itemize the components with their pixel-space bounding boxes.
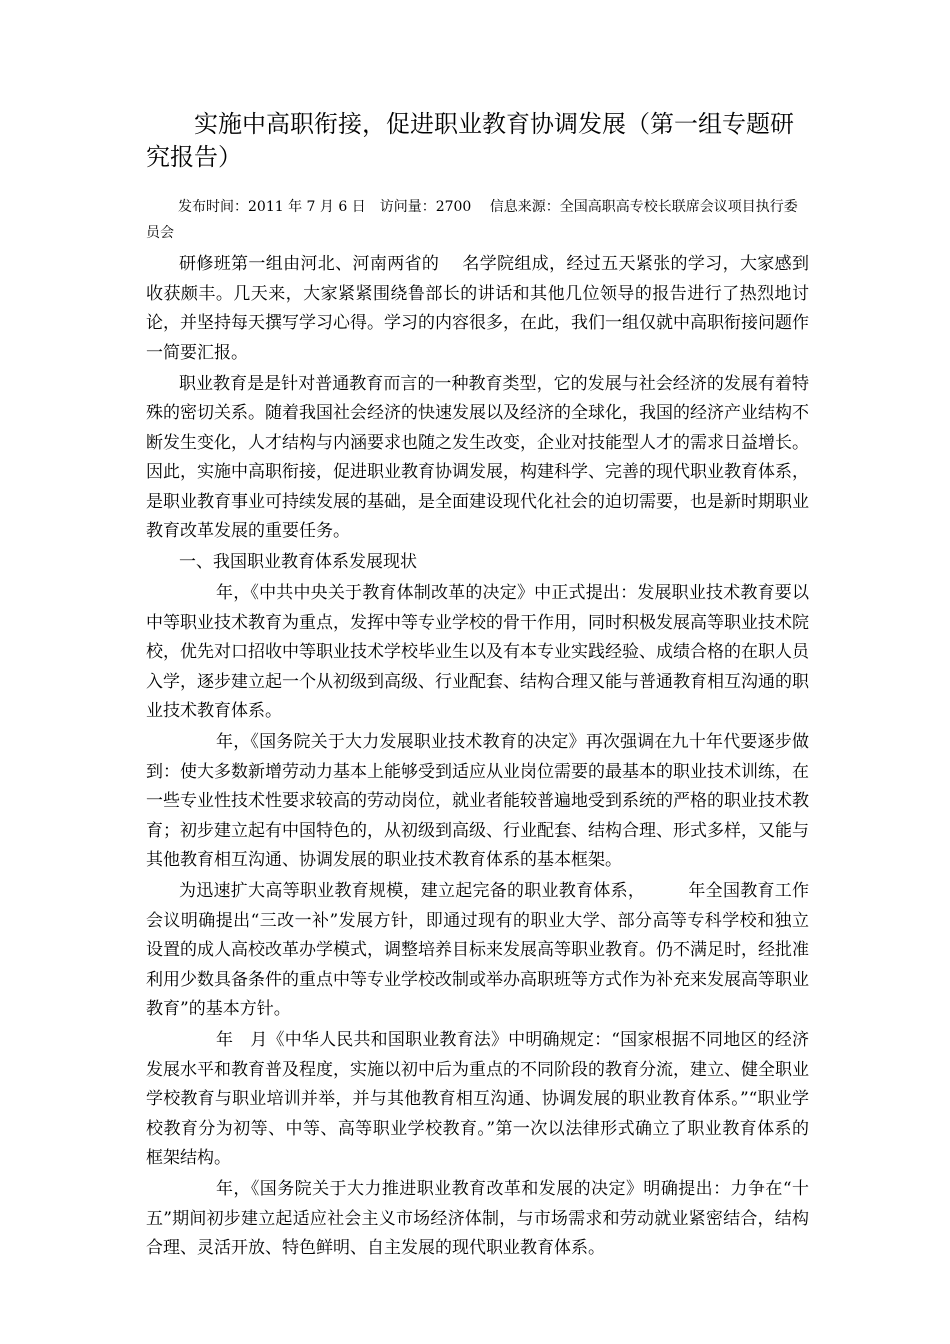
history-paragraph-three-reforms: 为迅速扩大高等职业教育规模，建立起完备的职业教育体系， 年全国教育工作会议明确提出“三改一补”发展方针，即通过现有的职业大学、部分高等专科学校和独立设置的成人高校改革办学模式，调整培养目标来发展高等职业教育。仍不满足时，经批准利用少数具备条件的重点中等专业学校改制或举办高职班等方式作为补充来发展高等职业教育”的基本方针。 [146,881,809,1019]
publish-info: 发布时间：2011 年 7 月 6 日 访问量：2700 信息来源：全国高职高专校长联席会议项目执行委员会 [146,199,798,241]
document-page [146,108,809,1265]
history-paragraph-1991: 年，《国务院关于大力发展职业技术教育的决定》再次强调在九十年代要逐步做到：使大多数新增劳动力基本上能够受到适应从业岗位需要的最基本的职业技术训练，在一些专业性技术性要求较高的劳动岗位，就业者能较普遍地受到系统的严格的职业技术教育；初步建立起有中国特色的，从初级到高级、行业配套、结构合理、形式多样，又能与其他教育相互沟通、协调发展的职业技术教育体系的基本框架。 [146,732,809,870]
intro-paragraph: 研修班第一组由河北、河南两省的 名学院组成，经过五天紧张的学习，大家感到收获颇丰。几天来，大家紧紧围绕鲁部长的讲话和其他几位领导的报告进行了热烈地讨论，并坚持每天撰写学习心得。学习的内容很多，在此，我们一组仅就中高职衔接问题作一简要汇报。 [146,254,809,363]
history-paragraph-vocational-law: 年 月《中华人民共和国职业教育法》中明确规定：“国家根据不同地区的经济发展水平和教育普及程度，实施以初中后为重点的不同阶段的教育分流，建立、健全职业学校教育与职业培训并举，并与其他教育相互沟通、协调发展的职业教育体系。”“职业学校教育分为初等、中等、高等职业学校教育。”第一次以法律形式确立了职业教育体系的框架结构。 [146,1030,809,1168]
page-title: 实施中高职衔接，促进职业教育协调发展（第一组专题研究报告） [146,110,794,171]
context-paragraph: 职业教育是是针对普通教育而言的一种教育类型，它的发展与社会经济的发展有着特殊的密切关系。随着我国社会经济的快速发展以及经济的全球化，我国的经济产业结构不断发生变化，人才结构与内涵要求也随之发生改变，企业对技能型人才的需求日益增长。因此，实施中高职衔接，促进职业教育协调发展，构建科学、完善的现代职业教育体系，是职业教育事业可持续发展的基础，是全面建设现代化社会的迫切需要，也是新时期职业教育改革发展的重要任务。 [146,373,809,541]
history-paragraph-2002: 年，《国务院关于大力推进职业教育改革和发展的决定》明确提出：力争在“十五”期间初步建立起适应社会主义市场经济体制，与市场需求和劳动就业紧密结合，结构合理、灵活开放、特色鲜明、自主发展的现代职业教育体系。 [146,1179,809,1258]
history-paragraph-1985: 年，《中共中央关于教育体制改革的决定》中正式提出：发展职业技术教育要以中等职业技术教育为重点，发挥中等专业学校的骨干作用，同时积极发展高等职业技术院校，优先对口招收中等职业技术学校毕业生以及有本专业实践经验、成绩合格的在职人员入学，逐步建立起一个从初级到高级、行业配套、结构合理又能与普通教育相互沟通的职业技术教育体系。 [146,583,809,721]
section-heading: 一、我国职业教育体系发展现状 [179,552,417,572]
